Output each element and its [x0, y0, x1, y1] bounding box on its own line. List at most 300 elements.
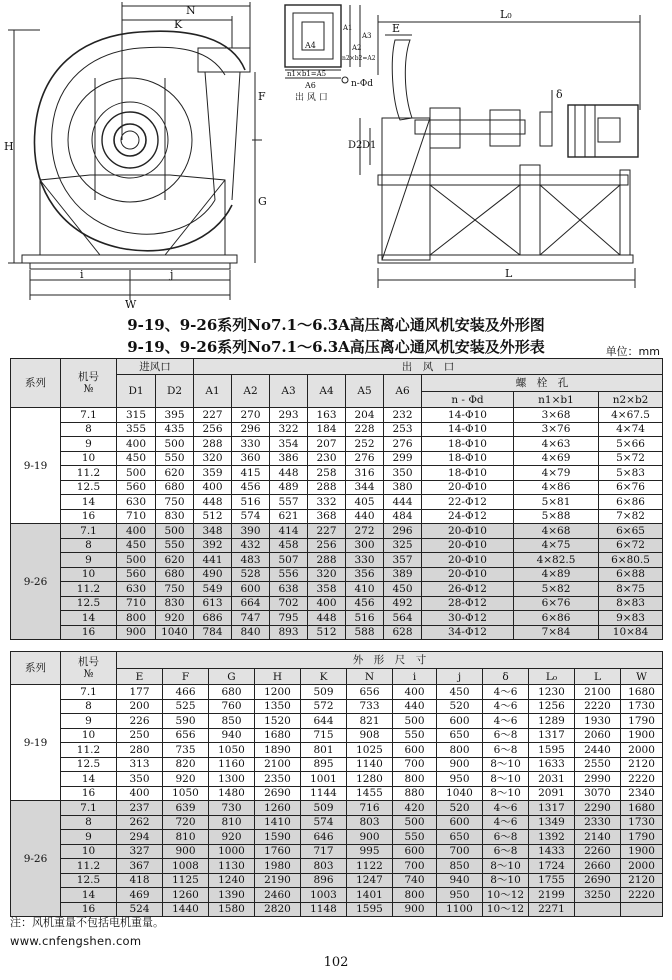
table-cell: 20-Φ10	[422, 567, 514, 582]
table-cell: 2220	[621, 888, 663, 903]
table-cell: 294	[117, 830, 163, 845]
table-cell: 204	[346, 408, 384, 423]
label-n2b2: n2×b2=A2	[342, 55, 376, 62]
table-cell: 574	[301, 815, 347, 830]
table-cell: 250	[117, 728, 163, 743]
table-cell: 1317	[529, 728, 575, 743]
table-cell: 5×88	[514, 509, 599, 524]
table-cell: 2350	[255, 772, 301, 787]
table-cell: 6×80.5	[599, 553, 663, 568]
table-cell: 900	[117, 625, 156, 640]
model-cell: 7.1	[61, 685, 117, 700]
series-cell: 9-19	[11, 408, 61, 524]
table-cell: 276	[384, 437, 422, 452]
table-row	[11, 466, 663, 481]
label-D1: D1	[362, 140, 377, 151]
table-cell: 2550	[575, 757, 621, 772]
table-cell: 300	[346, 538, 384, 553]
header-model: 机号 №	[61, 652, 117, 685]
table-cell: 574	[232, 509, 270, 524]
table-cell: 1349	[529, 815, 575, 830]
table-row	[11, 743, 663, 758]
table-cell: 367	[117, 859, 163, 874]
table-cell: 621	[270, 509, 308, 524]
header-A6: A6	[384, 375, 422, 408]
outline-dimensions-table	[10, 651, 663, 917]
table-cell	[621, 902, 663, 917]
label-H: H	[4, 140, 14, 153]
table-cell: 1247	[347, 873, 393, 888]
table-cell: 18-Φ10	[422, 451, 514, 466]
table-cell: 325	[384, 538, 422, 553]
table-cell: 735	[163, 743, 209, 758]
table-cell: 5×82	[514, 582, 599, 597]
table-cell: 1480	[209, 786, 255, 801]
header-col: K	[301, 669, 347, 685]
table-cell: 717	[301, 844, 347, 859]
table1-group-9-26	[11, 524, 663, 640]
table-row	[11, 596, 663, 611]
table-cell: 34-Φ12	[422, 625, 514, 640]
table-cell: 4～6	[483, 801, 529, 816]
table-cell: 1633	[529, 757, 575, 772]
table-cell: 850	[437, 859, 483, 874]
table-cell: 620	[156, 466, 194, 481]
table-cell: 400	[117, 524, 156, 539]
fan-installation-drawing	[0, 0, 672, 315]
table-cell: 1003	[301, 888, 347, 903]
table-cell: 18-Φ10	[422, 466, 514, 481]
table-cell: 1240	[209, 873, 255, 888]
table-row	[11, 873, 663, 888]
table-cell: 893	[270, 625, 308, 640]
table-cell: 1160	[209, 757, 255, 772]
table-cell: 400	[117, 437, 156, 452]
table-cell: 1520	[255, 714, 301, 729]
front-view	[8, 2, 262, 300]
table-cell: 6×76	[514, 596, 599, 611]
table-cell: 900	[393, 902, 437, 917]
table-cell: 500	[393, 714, 437, 729]
table-cell: 1580	[209, 902, 255, 917]
table-cell: 380	[384, 480, 422, 495]
table-row	[11, 699, 663, 714]
table-cell: 6×65	[599, 524, 663, 539]
table-cell: 528	[232, 567, 270, 582]
table-cell: 432	[232, 538, 270, 553]
table-cell: 1760	[255, 844, 301, 859]
table-cell: 550	[156, 451, 194, 466]
header-n2b2: n2×b2	[599, 392, 663, 408]
table-cell: 630	[117, 495, 156, 510]
table-row	[11, 509, 663, 524]
table-cell: 1008	[163, 859, 209, 874]
table-cell: 600	[232, 582, 270, 597]
table-cell: 7×84	[514, 625, 599, 640]
table-cell: 322	[270, 422, 308, 437]
header-col: G	[209, 669, 255, 685]
table-cell: 2820	[255, 902, 301, 917]
model-cell: 14	[61, 772, 117, 787]
header-col: E	[117, 669, 163, 685]
label-L: L	[505, 267, 513, 280]
header-nphid: n - Φd	[422, 392, 514, 408]
model-cell: 10	[61, 728, 117, 743]
table-cell: 750	[156, 495, 194, 510]
model-cell: 8	[61, 699, 117, 714]
header-col: L	[575, 669, 621, 685]
table-cell: 226	[117, 714, 163, 729]
table-cell: 995	[347, 844, 393, 859]
table-cell: 680	[156, 480, 194, 495]
table-row	[11, 815, 663, 830]
table-cell: 2260	[575, 844, 621, 859]
table-cell: 2690	[575, 873, 621, 888]
table-cell: 313	[117, 757, 163, 772]
label-A6: A6	[305, 81, 316, 90]
table-cell: 940	[437, 873, 483, 888]
table-cell: 8～10	[483, 786, 529, 801]
table-cell: 395	[156, 408, 194, 423]
table-cell: 801	[301, 743, 347, 758]
table-cell: 1730	[621, 815, 663, 830]
table-cell: 1590	[255, 830, 301, 845]
table-cell: 4×79	[514, 466, 599, 481]
table-cell: 1000	[209, 844, 255, 859]
table-cell: 177	[117, 685, 163, 700]
table-cell: 4×67.5	[599, 408, 663, 423]
table-cell: 4×86	[514, 480, 599, 495]
header-col: N	[347, 669, 393, 685]
table-cell: 1350	[255, 699, 301, 714]
table-cell: 520	[437, 801, 483, 816]
table-cell: 2330	[575, 815, 621, 830]
table-cell: 1410	[255, 815, 301, 830]
drawing-title: 9-19、9-26系列No7.1～6.3A高压离心通风机安装及外形图	[127, 316, 545, 334]
table-cell: 830	[156, 509, 194, 524]
table-cell: 14-Φ10	[422, 408, 514, 423]
table-cell: 5×83	[599, 466, 663, 481]
model-cell: 12.5	[61, 873, 117, 888]
table-cell: 1980	[255, 859, 301, 874]
header-inlet: 进风口	[117, 359, 194, 375]
table-row	[11, 786, 663, 801]
table-cell: 450	[384, 582, 422, 597]
table1-group-9-19	[11, 408, 663, 524]
model-cell: 9	[61, 437, 117, 452]
table-cell: 400	[117, 786, 163, 801]
table-cell: 730	[209, 801, 255, 816]
table-cell: 2190	[255, 873, 301, 888]
table-row	[11, 524, 663, 539]
table-cell: 600	[393, 844, 437, 859]
table-cell: 456	[232, 480, 270, 495]
table-row	[11, 451, 663, 466]
table-cell: 512	[194, 509, 232, 524]
table-cell: 441	[194, 553, 232, 568]
model-cell: 11.2	[61, 466, 117, 481]
table-cell: 550	[393, 830, 437, 845]
table-cell: 500	[393, 815, 437, 830]
table-cell: 330	[346, 553, 384, 568]
table-cell: 803	[347, 815, 393, 830]
table-cell: 14-Φ10	[422, 422, 514, 437]
table-row	[11, 408, 663, 423]
model-cell: 11.2	[61, 859, 117, 874]
header-model: 机号 №	[61, 359, 117, 408]
table-cell: 227	[194, 408, 232, 423]
table-cell: 489	[270, 480, 308, 495]
table-cell: 4×69	[514, 451, 599, 466]
table-cell: 256	[194, 422, 232, 437]
table-cell: 358	[308, 582, 346, 597]
website-link[interactable]: www.cnfengshen.com	[10, 934, 142, 948]
table-cell: 458	[270, 538, 308, 553]
table-cell: 1890	[255, 743, 301, 758]
table-cell: 330	[232, 437, 270, 452]
table-cell: 252	[346, 437, 384, 452]
header-n1b1: n1×b1	[514, 392, 599, 408]
table-cell: 22-Φ12	[422, 495, 514, 510]
table-cell: 1930	[575, 714, 621, 729]
table-cell	[575, 902, 621, 917]
table-cell: 207	[308, 437, 346, 452]
table-cell: 2140	[575, 830, 621, 845]
table-cell: 30-Φ12	[422, 611, 514, 626]
table-cell: 299	[384, 451, 422, 466]
table-cell: 288	[194, 437, 232, 452]
table-cell: 900	[163, 844, 209, 859]
header-dimensions: 外 形 尺 寸	[117, 652, 663, 669]
table-cell: 1025	[347, 743, 393, 758]
table-cell: 10～12	[483, 888, 529, 903]
table-cell: 2690	[255, 786, 301, 801]
table-cell: 8～10	[483, 757, 529, 772]
model-cell: 8	[61, 538, 117, 553]
table-cell: 600	[437, 815, 483, 830]
header-col: W	[621, 669, 663, 685]
table-row	[11, 757, 663, 772]
model-cell: 11.2	[61, 582, 117, 597]
table-cell: 386	[270, 451, 308, 466]
table-cell: 620	[156, 553, 194, 568]
page-number: 102	[323, 955, 349, 970]
table-row	[11, 844, 663, 859]
table-cell: 368	[308, 509, 346, 524]
table-cell: 1280	[347, 772, 393, 787]
table-row	[11, 888, 663, 903]
label-outlet: 出 风 口	[295, 93, 328, 103]
table-cell: 2460	[255, 888, 301, 903]
table-cell: 2660	[575, 859, 621, 874]
label-i: i	[80, 268, 84, 281]
header-A3: A3	[270, 375, 308, 408]
table-row	[11, 728, 663, 743]
table-cell: 492	[384, 596, 422, 611]
table-cell: 4～6	[483, 685, 529, 700]
table-cell: 24-Φ12	[422, 509, 514, 524]
table-cell: 950	[437, 772, 483, 787]
table-cell: 356	[346, 567, 384, 582]
table-cell: 810	[209, 815, 255, 830]
table-cell: 572	[301, 699, 347, 714]
table-cell: 1900	[621, 728, 663, 743]
label-A3: A3	[362, 32, 372, 40]
table-cell: 500	[117, 466, 156, 481]
table-cell: 1289	[529, 714, 575, 729]
table-cell: 560	[117, 567, 156, 582]
header-D2: D2	[156, 375, 194, 408]
label-N: N	[186, 4, 196, 17]
table-cell: 895	[301, 757, 347, 772]
model-cell: 7.1	[61, 801, 117, 816]
table-cell: 483	[232, 553, 270, 568]
table-cell: 656	[163, 728, 209, 743]
table-cell: 1040	[437, 786, 483, 801]
table-cell: 2060	[575, 728, 621, 743]
table-cell: 2120	[621, 873, 663, 888]
table-cell: 405	[346, 495, 384, 510]
table-cell: 2120	[621, 757, 663, 772]
table-cell: 600	[393, 743, 437, 758]
table-cell: 237	[117, 801, 163, 816]
table-cell: 296	[232, 422, 270, 437]
table-cell: 450	[437, 685, 483, 700]
header-col: i	[393, 669, 437, 685]
side-view	[360, 15, 640, 288]
table-row	[11, 772, 663, 787]
model-cell: 11.2	[61, 743, 117, 758]
table-cell: 686	[194, 611, 232, 626]
table-cell: 293	[270, 408, 308, 423]
table-cell: 628	[384, 625, 422, 640]
table-cell: 646	[301, 830, 347, 845]
table-cell: 613	[194, 596, 232, 611]
table-cell: 590	[163, 714, 209, 729]
table-cell: 1680	[255, 728, 301, 743]
table-cell: 800	[393, 888, 437, 903]
table-cell: 710	[117, 509, 156, 524]
table-cell: 440	[346, 509, 384, 524]
table-cell: 6×76	[599, 480, 663, 495]
table-cell: 3070	[575, 786, 621, 801]
table-row	[11, 480, 663, 495]
model-cell: 7.1	[61, 408, 117, 423]
model-cell: 10	[61, 567, 117, 582]
table-row	[11, 685, 663, 700]
table-cell: 389	[384, 567, 422, 582]
table-cell: 276	[346, 451, 384, 466]
model-cell: 8	[61, 422, 117, 437]
table-cell: 1390	[209, 888, 255, 903]
table-cell: 1260	[255, 801, 301, 816]
table-row	[11, 422, 663, 437]
table-cell: 6～8	[483, 844, 529, 859]
model-cell: 9	[61, 714, 117, 729]
table-cell: 550	[393, 728, 437, 743]
table-cell: 6×88	[599, 567, 663, 582]
table-cell: 227	[308, 524, 346, 539]
table-cell: 803	[301, 859, 347, 874]
table-cell: 588	[346, 625, 384, 640]
table-cell: 327	[117, 844, 163, 859]
table-cell: 360	[232, 451, 270, 466]
table-cell: 18-Φ10	[422, 437, 514, 452]
table-cell: 700	[393, 859, 437, 874]
table-cell: 414	[270, 524, 308, 539]
label-delta: δ	[556, 88, 563, 101]
table-cell: 410	[346, 582, 384, 597]
table-cell: 8×83	[599, 596, 663, 611]
table-cell: 1755	[529, 873, 575, 888]
table-cell: 2000	[621, 743, 663, 758]
model-cell: 10	[61, 844, 117, 859]
table-cell: 415	[232, 466, 270, 481]
table-cell: 2100	[255, 757, 301, 772]
header-col: j	[437, 669, 483, 685]
table-cell: 230	[308, 451, 346, 466]
series-cell: 9-19	[11, 685, 61, 801]
table-cell: 390	[232, 524, 270, 539]
table-cell: 450	[117, 451, 156, 466]
table-cell: 1040	[156, 625, 194, 640]
model-cell: 9	[61, 553, 117, 568]
table-cell: 20-Φ10	[422, 524, 514, 539]
label-n1b1: n1×b1=A5	[287, 70, 327, 78]
table-cell: 316	[346, 466, 384, 481]
table-cell: 564	[384, 611, 422, 626]
table-cell: 784	[194, 625, 232, 640]
table-cell: 272	[346, 524, 384, 539]
table-cell: 1433	[529, 844, 575, 859]
table-cell: 1256	[529, 699, 575, 714]
table-cell: 448	[194, 495, 232, 510]
table-cell: 800	[393, 772, 437, 787]
inlet-outlet-table	[10, 358, 663, 640]
table-cell: 820	[163, 757, 209, 772]
table-cell: 700	[437, 844, 483, 859]
table-cell: 6×86	[599, 495, 663, 510]
table-cell: 1680	[621, 801, 663, 816]
table-cell: 630	[117, 582, 156, 597]
table-cell: 2000	[621, 859, 663, 874]
table-cell: 450	[117, 538, 156, 553]
table-cell: 1900	[621, 844, 663, 859]
table-cell: 296	[384, 524, 422, 539]
header-outlet: 出 风 口	[194, 359, 663, 375]
table-cell: 2199	[529, 888, 575, 903]
table-row	[11, 625, 663, 640]
table-cell: 4×89	[514, 567, 599, 582]
table-cell: 516	[232, 495, 270, 510]
table-cell: 4～6	[483, 699, 529, 714]
header-col: H	[255, 669, 301, 685]
table-cell: 644	[301, 714, 347, 729]
table-cell: 650	[437, 728, 483, 743]
table-cell: 2091	[529, 786, 575, 801]
table-cell: 400	[308, 596, 346, 611]
table-cell: 702	[270, 596, 308, 611]
label-A1: A1	[343, 24, 353, 32]
table-cell: 320	[308, 567, 346, 582]
table-cell: 1050	[163, 786, 209, 801]
table-cell: 1122	[347, 859, 393, 874]
table-cell: 664	[232, 596, 270, 611]
table-cell: 715	[301, 728, 347, 743]
table-cell: 750	[156, 582, 194, 597]
table-cell: 258	[308, 466, 346, 481]
table-cell: 1050	[209, 743, 255, 758]
